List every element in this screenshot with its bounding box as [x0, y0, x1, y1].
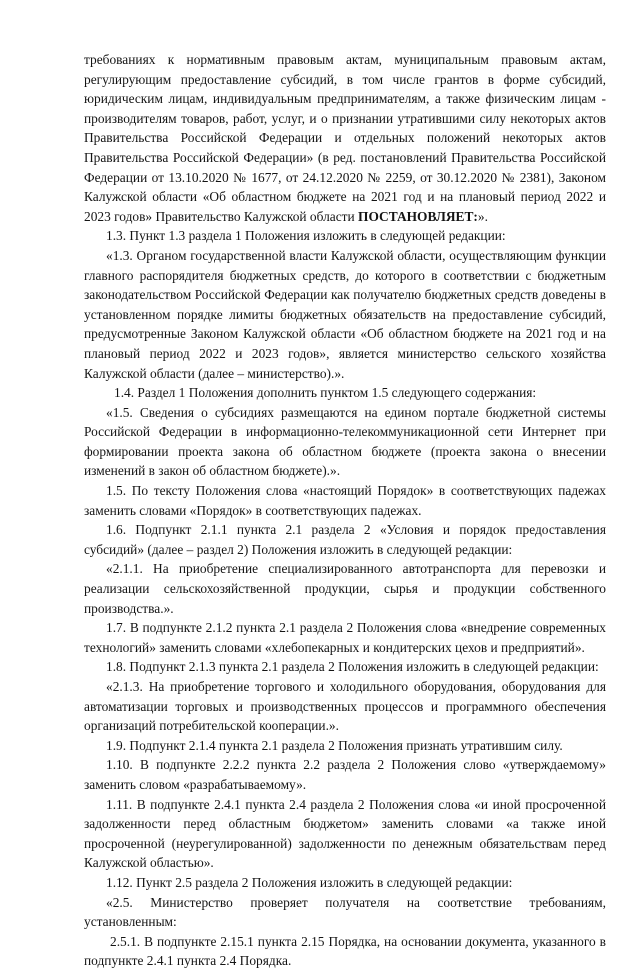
- paragraph-1-4-intro: 1.4. Раздел 1 Положения дополнить пунктом 1.5 следующего содержания:: [114, 385, 537, 401]
- paragraph-1-5: 1.5. По тексту Положения слова «настоящий Порядок» в соответствующих падежах заменить словами «Порядок» в соответствующих падежах.: [84, 483, 606, 518]
- paragraph-preamble: [84, 50, 606, 226]
- paragraph-1-10: 1.10. В подпункте 2.2.2 пункта 2.2 раздела 2 Положения слово «утверждаемому» заменить словом «разрабатываемому».: [84, 757, 606, 792]
- paragraph-1-11: 1.11. В подпункте 2.4.1 пункта 2.4 раздела 2 Положения слова «и иной просроченной задолженности перед областным бюджетом» заменить словами «а также иной просроченной (неурегулированной) задолженности по денежным обязательствам перед Калужской областью».: [84, 796, 606, 871]
- paragraph-2-1-1-text: «2.1.1. На приобретение специализированного автотранспорта для перевозки и реализации сельскохозяйственной продукции, сырья и продукции собственного производства.».: [84, 561, 606, 616]
- paragraph-1-6: 1.6. Подпункт 2.1.1 пункта 2.1 раздела 2 «Условия и порядок предоставления субсидий» (далее – раздел 2) Положения изложить в следующей редакции:: [84, 522, 606, 557]
- paragraph-1-3-intro: 1.3. Пункт 1.3 раздела 1 Положения изложить в следующей редакции:: [106, 228, 506, 244]
- paragraph-1-8: 1.8. Подпункт 2.1.3 пункта 2.1 раздела 2 Положения изложить в следующей редакции:: [106, 659, 599, 675]
- paragraph-2-1-3-text: «2.1.3. На приобретение торгового и холодильного оборудования, оборудования для автоматизации торговых и производственных процессов и программного обеспечения организаций потребительской кооперации.».: [84, 679, 606, 734]
- paragraph-preamble-text: требованиях к нормативным правовым актам, муниципальным правовым актам, регулирующим предоставление субсидий, в том числе грантов в форме субсидий, юридическим лицам, индивидуальным предпринимателям, а также физическим лицам - производителям товаров, работ, услуг, и о признании утратившими силу некоторых актов Правительства Российской Федерации и отдельных положений некоторых актов Правительства Российской Федерации» (в ред. постановлений Правительства Российской Федерации от 13.10.2020 № 1677, от 24.12.2020 № 2259, от 30.12.2020 № 2381), Законом Калужской области «Об областном бюджете на 2021 год и на плановый период 2022 и 2023 годов» Правительство Калужской области: [84, 52, 606, 224]
- paragraph-1-7: 1.7. В подпункте 2.1.2 пункта 2.1 раздела 2 Положения слова «внедрение современных технологий» заменить словами «хлебопекарных и кондитерских цехов и предприятий».: [84, 620, 606, 655]
- paragraph-2-5-text: «2.5. Министерство проверяет получателя на соответствие требованиям, установленным:: [84, 894, 606, 930]
- paragraph-2-5-1-text: 2.5.1. В подпункте 2.15.1 пункта 2.15 Порядка, на основании документа, указанного в подпункте 2.4.1 пункта 2.4 Порядка.: [84, 933, 606, 969]
- paragraph-preamble-tail: ».: [477, 208, 488, 224]
- decree-word: ПОСТАНОВЛЯЕТ:: [358, 208, 478, 224]
- paragraph-1-9: 1.9. Подпункт 2.1.4 пункта 2.1 раздела 2 Положения признать утратившим силу.: [106, 737, 563, 753]
- paragraph-1-3-text: «1.3. Органом государственной власти Калужской области, осуществляющим функции главного распорядителя бюджетных средств, до которого в соответствии с бюджетным законодательством Российской Федерации как получателю бюджетных средств доведены в установленном порядке лимиты бюджетных обязательств на предоставление субсидий, предусмотренные Законом Калужской области «Об областном бюджете на 2021 год и на плановый период 2022 и 2023 годов», является министерство сельского хозяйства Калужской области (далее – министерство).».: [84, 247, 606, 381]
- paragraph-1-5-text: «1.5. Сведения о субсидиях размещаются на едином портале бюджетной системы Российской Федерации в информационно-телекоммуникационной сети Интернет при формировании проекта закона об областном бюджете (проекта закона о внесении изменений в закон об областном бюджете).».: [84, 404, 606, 479]
- paragraph-1-12: 1.12. Пункт 2.5 раздела 2 Положения изложить в следующей редакции:: [106, 874, 513, 890]
